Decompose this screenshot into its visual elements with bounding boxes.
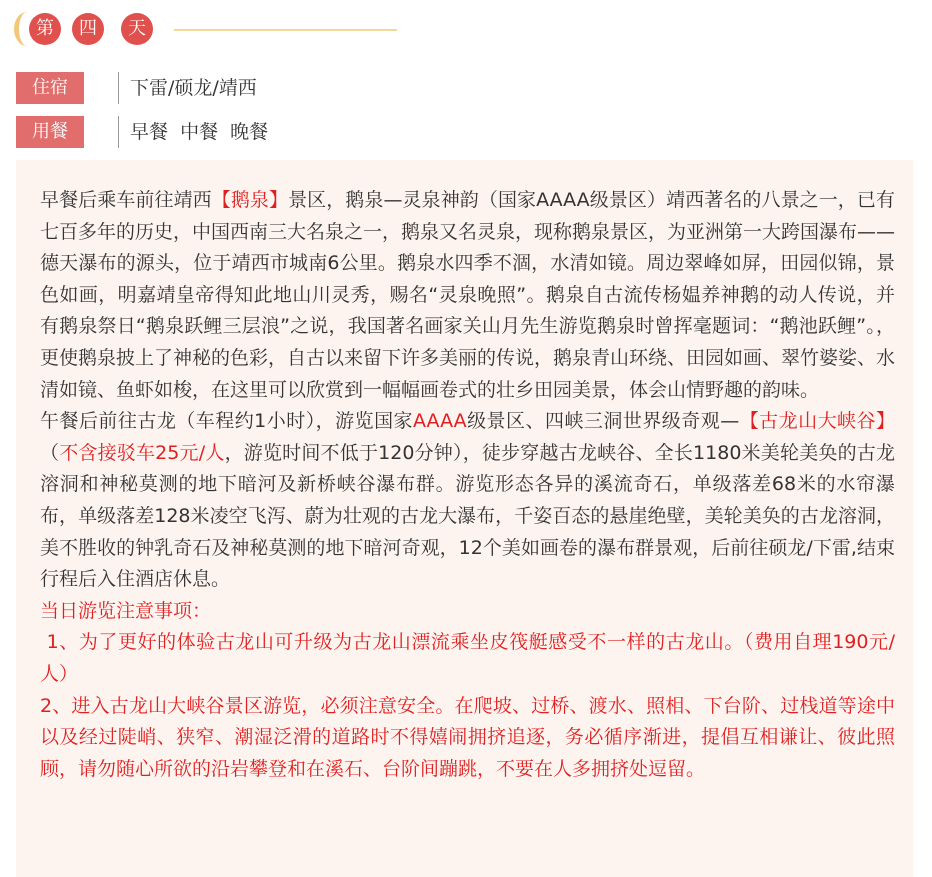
note-item: 1、为了更好的体验古龙山可升级为古龙山漂流乘坐皮筏艇感受不一样的古龙山。（费用自理190元/人） (40, 631, 895, 685)
meals-value: 早餐 中餐 晚餐 (130, 121, 269, 143)
meals-label: 用餐 (16, 116, 84, 148)
accommodation-label: 住宿 (16, 72, 84, 104)
accommodation-row (16, 72, 896, 104)
attraction-highlight: 【古龙山大峡谷】 (739, 410, 895, 433)
paragraph-morning (40, 185, 895, 406)
text: 午餐后前往古龙（车程约1小时），游览国家 (40, 410, 414, 433)
accommodation-value: 下雷/硕龙/靖西 (130, 77, 257, 99)
text: 景区，鹅泉—灵泉神韵（国家AAAA级景区）靖西著名的八景之一，已有七百多年的历史，中国西南三大名泉之一，鹅泉又名灵泉，现称鹅泉景区，为亚洲第一大跨国瀑布——德天瀑布的源头，位于靖西市城南6公里。鹅泉水四季不涸，水清如镜。周边翠峰如屏，田园似锦，景色如画，明嘉靖皇帝得知此地山川灵秀，赐名“灵泉晚照”。鹅泉自古流传杨媪养神鹅的动人传说，并有鹅泉祭日“鹅泉跃鲤三层浪”之说，我国著名画家关山月先生游览鹅泉时曾挥毫题词：“鹅池跃鲤”。，更使鹅泉披上了神秘的色彩，自古以来留下许多美丽的传说，鹅泉青山环绕、田园如画、翠竹婆娑、水清如镜、鱼虾如梭，在这里可以欣赏到一幅幅画卷式的壮乡田园美景，体会山情野趣的韵味。 (40, 189, 896, 401)
day-char-circle: 第 (29, 13, 61, 45)
text: ，游览时间不低于120分钟），徒步穿越古龙峡谷、全长1180米美轮美奂的古龙溶洞和神秘莫测的地下暗河及新桥峡谷瀑布群。游览形态各异的溪流奇石，单级落差68米的水帘瀑布，单级落差128米凌空飞泻、蔚为壮观的古龙大瀑布，千姿百态的悬崖绝壁，美轮美奂的古龙溶洞，美不胜收的钟乳奇石及神秘莫测的地下暗河奇观，12个美如画卷的瀑布群景观，后前往硕龙/下雷,结束行程后入住酒店休息。 (40, 441, 895, 591)
decorative-line (174, 29, 397, 31)
day-header (14, 10, 414, 50)
price-note: 不含接驳车25元/人 (59, 441, 225, 464)
notes-title: 当日游览注意事项： (40, 599, 212, 622)
text: 级景区、四峡三洞世界级奇观— (466, 410, 740, 433)
attraction-highlight: 【鹅泉】 (211, 189, 289, 211)
day-char-circle: 四 (72, 13, 104, 45)
rating-highlight: AAAA (413, 410, 467, 433)
itinerary-description (16, 160, 913, 877)
note-item: 2、进入古龙山大峡谷景区游览，必须注意安全。在爬坡、过桥、渡水、照相、下台阶、过栈道等途中以及经过陡峭、狭窄、潮湿泛滑的道路时不得嬉闹拥挤追逐，务必循序渐进，提倡互相谦让、彼此照顾，请勿随心所欲的沿岩攀登和在溪石、台阶间蹦跳，不要在人多拥挤处逗留。 (40, 694, 895, 780)
text: （ (40, 441, 60, 464)
divider (118, 72, 119, 104)
text: 早餐后乘车前往靖西 (40, 189, 212, 211)
day-char-circle: 天 (121, 13, 153, 45)
paragraph-afternoon (40, 406, 895, 596)
divider (118, 116, 119, 148)
meals-row (16, 116, 896, 148)
